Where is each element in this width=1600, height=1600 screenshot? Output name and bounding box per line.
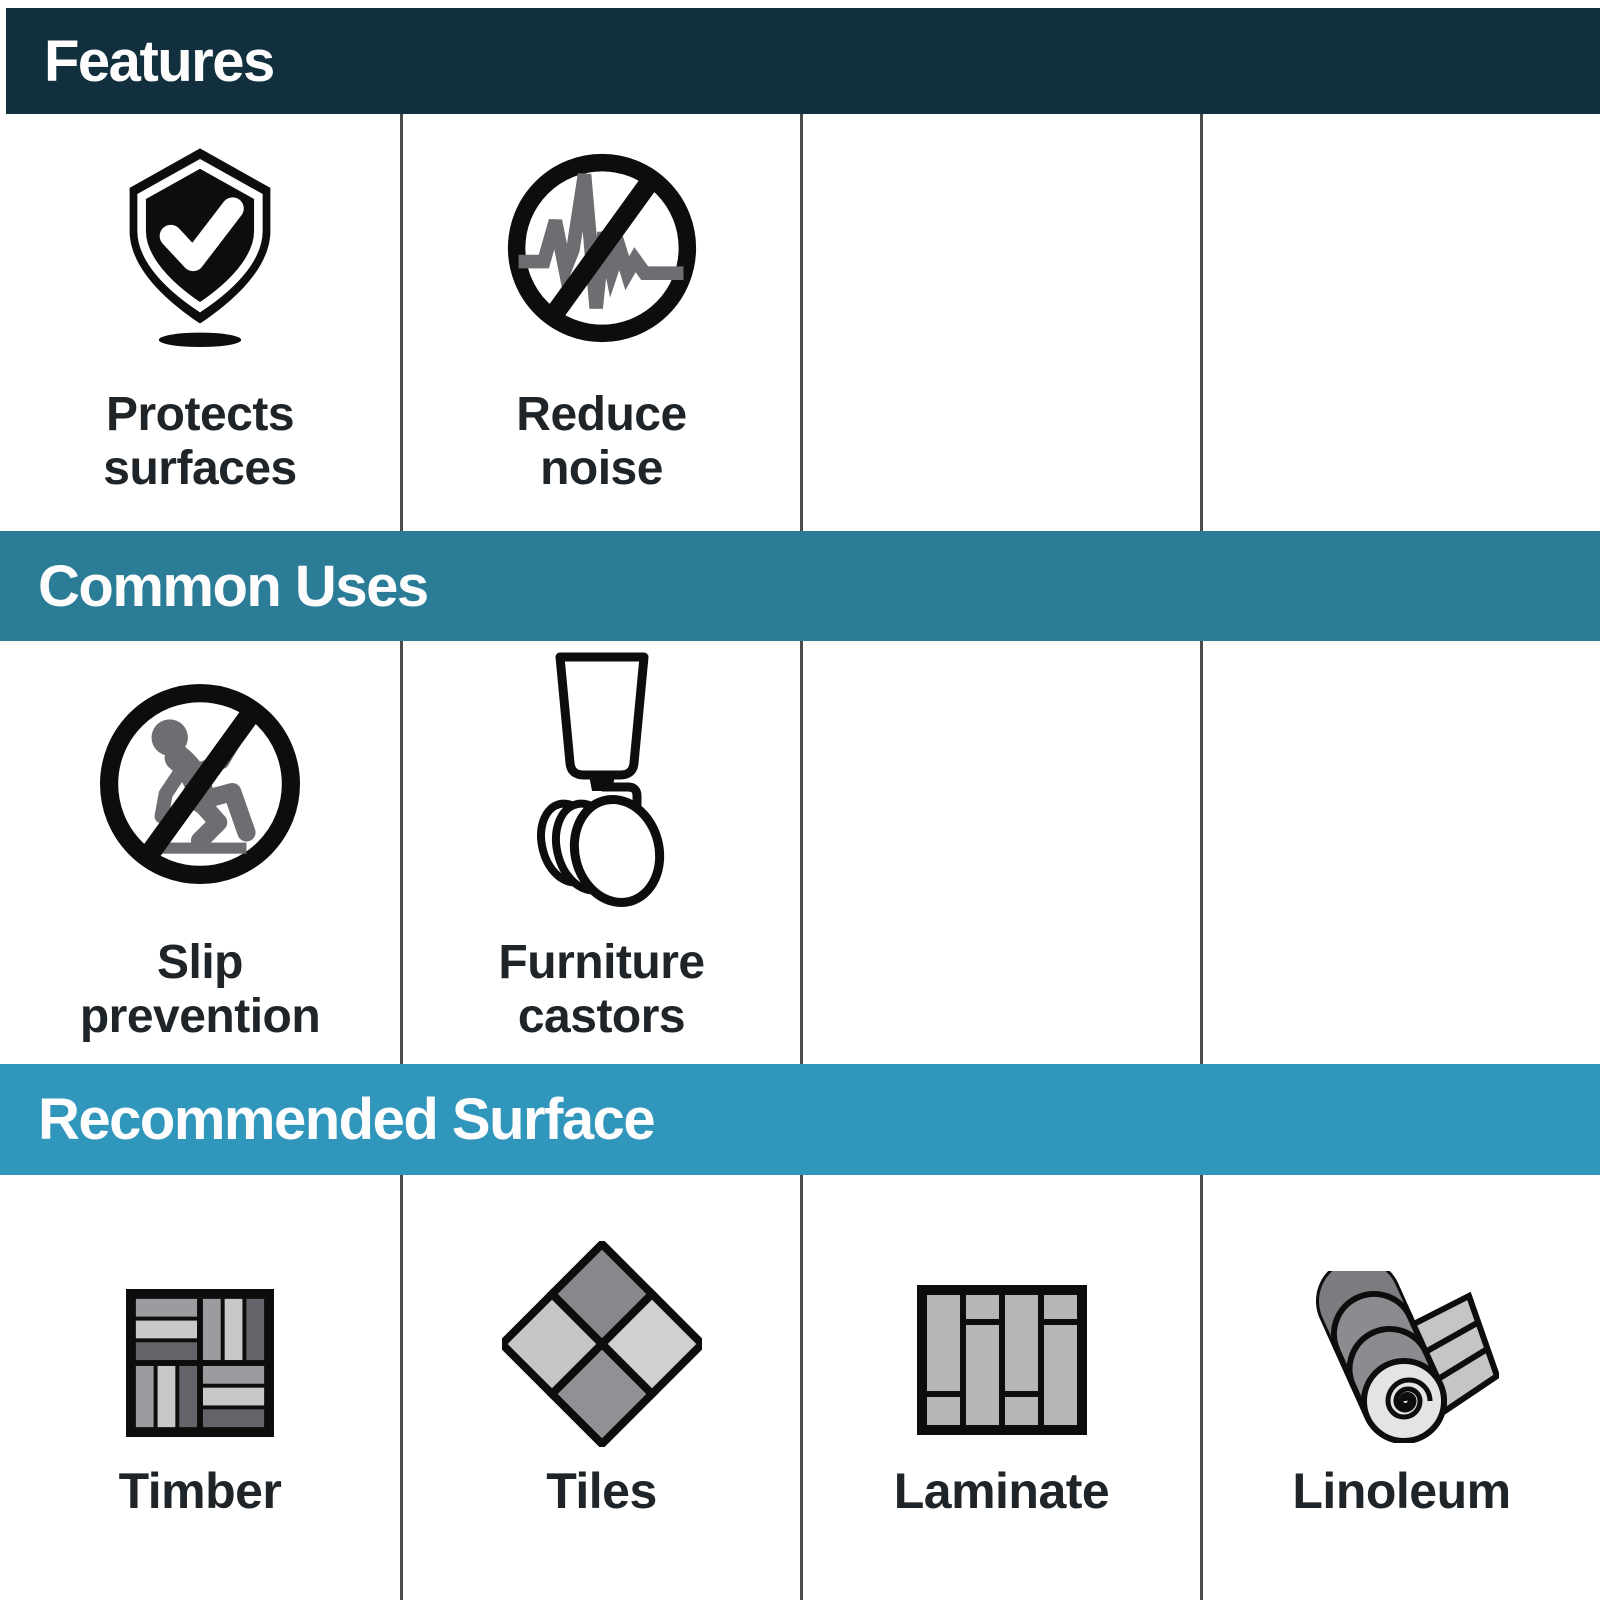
empty-cell [800,114,1200,531]
empty-cell [800,641,1200,1064]
features-header-title: Features [44,28,274,94]
no-slip-icon [99,683,301,885]
common-uses-header-title: Common Uses [38,553,428,619]
surface-cell-timber [0,1175,400,1600]
shield-check-icon [114,145,286,351]
recommended-surface-header [0,1064,1600,1175]
use-cell-slip-prevention [0,641,400,1064]
empty-cell [1200,641,1600,1064]
top-margin [0,0,1600,8]
use-label: Slip prevention [79,936,321,1043]
feature-label: Reduce noise [516,388,687,495]
surface-cell-laminate [800,1175,1200,1600]
surface-label: Linoleum [1292,1463,1511,1519]
laminate-planks-icon [916,1285,1088,1435]
features-header [6,8,1600,114]
empty-cell [1200,114,1600,531]
surface-cell-tiles [400,1175,800,1600]
no-noise-icon [505,151,699,345]
furniture-castor-icon [527,651,677,916]
surface-label: Tiles [546,1463,657,1519]
use-cell-furniture-castors [400,641,800,1064]
surface-label: Timber [118,1463,282,1519]
surface-label: Laminate [893,1463,1110,1519]
timber-parquet-icon [126,1289,274,1437]
feature-label: Protects surfaces [103,388,297,495]
features-row [0,114,1600,531]
recommended-surface-header-title: Recommended Surface [38,1087,655,1152]
linoleum-roll-icon [1304,1271,1499,1443]
common-uses-row [0,641,1600,1064]
recommended-surface-row [0,1175,1600,1600]
diamond-tiles-icon [502,1241,702,1447]
common-uses-header [0,531,1600,641]
feature-cell-reduce-noise [400,114,800,531]
feature-cell-protects-surfaces [0,114,400,531]
use-label: Furniture castors [498,936,705,1043]
surface-cell-linoleum [1200,1175,1600,1600]
